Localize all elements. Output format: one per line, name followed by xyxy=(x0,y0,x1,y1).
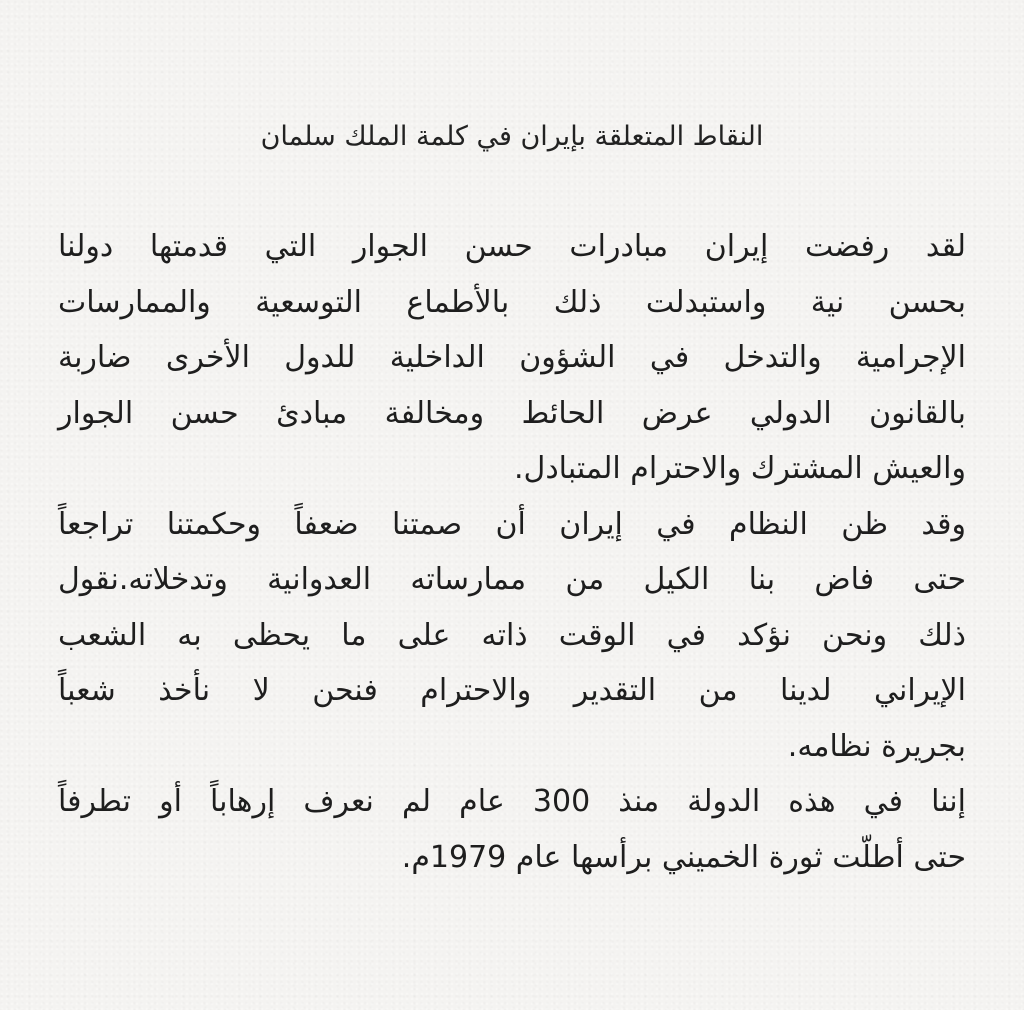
text-line: إننا في هذه الدولة منذ 300 عام لم نعرف إرهاباً أو تطرفاً xyxy=(58,784,966,819)
text-line: الإيراني لدينا من التقدير والاحترام فنحن لا نأخذ شعباً xyxy=(58,673,966,708)
text-line: بالقانون الدولي عرض الحائط ومخالفة مبادئ حسن الجوار xyxy=(58,395,966,431)
text-line: الإجرامية والتدخل في الشؤون الداخلية للدول الأخرى ضاربة xyxy=(58,340,966,375)
document-body xyxy=(58,219,966,885)
text-line: لقد رفضت إيران مبادرات حسن الجوار التي قدمتها دولنا xyxy=(58,229,966,264)
text-line: حتى أطلّت ثورة الخميني برأسها عام 1979م. xyxy=(401,839,966,875)
document-title: النقاط المتعلقة بإيران في كلمة الملك سلمان xyxy=(260,121,764,152)
text-line: وقد ظن النظام في إيران أن صمتنا ضعفاً وحكمتنا تراجعاً xyxy=(58,506,966,542)
text-line: حتى فاض بنا الكيل من ممارساته العدوانية وتدخلاته.نقول xyxy=(58,562,966,597)
text-line: بجريرة نظامه. xyxy=(787,728,966,764)
text-line: بحسن نية واستبدلت ذلك بالأطماع التوسعية والممارسات xyxy=(58,284,966,320)
text-line: والعيش المشترك والاحترام المتبادل. xyxy=(513,451,966,486)
text-line: ذلك ونحن نؤكد في الوقت ذاته على ما يحظى به الشعب xyxy=(58,617,966,653)
